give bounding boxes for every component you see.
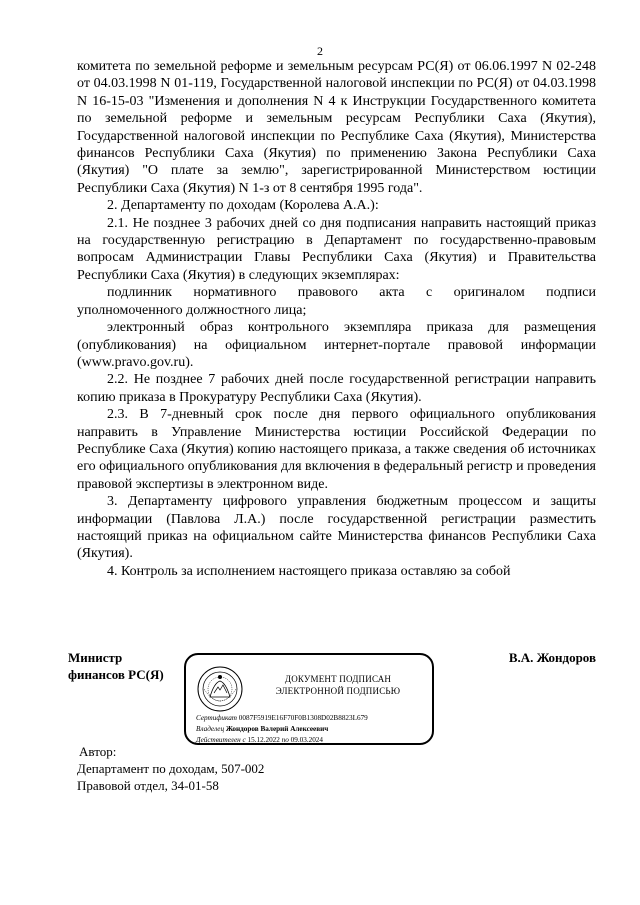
stamp-details	[196, 713, 432, 746]
paragraph-4: 4. Контроль за исполнением настоящего приказа оставляю за собой	[107, 563, 511, 579]
valid-to-value: 09.03.2024	[290, 736, 323, 744]
author-line-1: Департамент по доходам, 507-002	[77, 761, 265, 776]
owner-label: Владелец	[196, 725, 225, 733]
paragraph-2: 2. Департаменту по доходам (Королева А.А.):	[107, 198, 379, 214]
position-line-1: Министр	[68, 650, 123, 665]
signatory-name: В.А. Жондоров	[508, 650, 596, 665]
author-block	[77, 743, 264, 794]
paragraph-3: 3. Департаменту цифрового управления бюджетным процессом и защиты информации (Павлова Л.А.) после государственной регистрации разместить настоящий приказ на официальном сайте Министерства финансов Республики Саха (Якутия).	[77, 494, 596, 562]
author-label: Автор:	[79, 744, 117, 759]
owner-row	[196, 724, 432, 735]
paragraph-2-3: 2.3. В 7-дневный срок после дня первого официального опубликования направить в Управление Министерства юстиции Российской Федерации по Республике Саха (Якутия) копию настоящего приказа, а также сведения об источниках его официального опубликования для включения в федеральный регистр и проведения правовой экспертизы в электронном виде.	[77, 407, 596, 492]
paragraph-2-1: 2.1. Не позднее 3 рабочих дней со дня подписания направить настоящий приказ на государственную регистрацию в Департамент по государственно-правовым вопросам Администрации Главы Республики Саха (Якутия) и Правительства Республики Саха (Якутия) в следующих экземплярах:	[77, 215, 596, 283]
paragraph-original: подлинник нормативного правового акта с оригиналом подписи уполномоченного должностного лица;	[77, 285, 596, 318]
stamp-title-line-1: ДОКУМЕНТ ПОДПИСАН	[284, 674, 392, 684]
document-body	[77, 58, 596, 580]
stamp-title	[248, 673, 428, 697]
paragraph-2-2: 2.2. Не позднее 7 рабочих дней после государственной регистрации направить копию приказа в Прокуратуру Республики Саха (Якутия).	[77, 372, 596, 405]
certificate-label: Сертификат	[196, 714, 237, 722]
position-line-2: финансов РС(Я)	[68, 667, 164, 682]
owner-value: Жондоров Валерий Алексеевич	[225, 725, 329, 733]
signatory-position	[68, 649, 164, 683]
valid-to-label: по	[281, 736, 289, 744]
paragraph-electronic: электронный образ контрольного экземпляра приказа для размещения (опубликования) на официальном интернет-портале правовой информации (www.pravo.gov.ru).	[77, 320, 596, 370]
certificate-value: 0087F5919E16F70F0B1308D02B8823L679	[238, 714, 368, 722]
valid-from-label: Действителен с	[196, 736, 246, 744]
coat-of-arms-icon	[196, 663, 244, 715]
author-line-2: Правовой отдел, 34-01-58	[77, 778, 219, 793]
stamp-title-line-2: ЭЛЕКТРОННОЙ ПОДПИСЬЮ	[275, 686, 401, 696]
page-number: 2	[317, 44, 323, 58]
certificate-row	[196, 713, 432, 724]
paragraph-continuation: комитета по земельной реформе и земельным ресурсам РС(Я) от 06.06.1997 N 02-248 от 04.03.1998 N 01-119, Государственной налоговой инспекции по РС(Я) от 04.03.1998 N 16-15-03 "Изменения и дополнения N 4 к Инструкции Государственного комитета по земельной реформе и земельным ресурсам Республики Саха (Якутия), Государственной налоговой инспекции по Республике Саха (Якутия), Министерства финансов Республики Саха (Якутия) по применению Закона Республики Саха (Якутия) "О плате за землю", зарегистрированной Министерством юстиции Республики Саха (Якутия) N 1-з от 8 сентября 1995 года".	[77, 59, 596, 196]
electronic-signature-stamp	[184, 653, 434, 745]
valid-from-value: 15.12.2022	[247, 736, 280, 744]
